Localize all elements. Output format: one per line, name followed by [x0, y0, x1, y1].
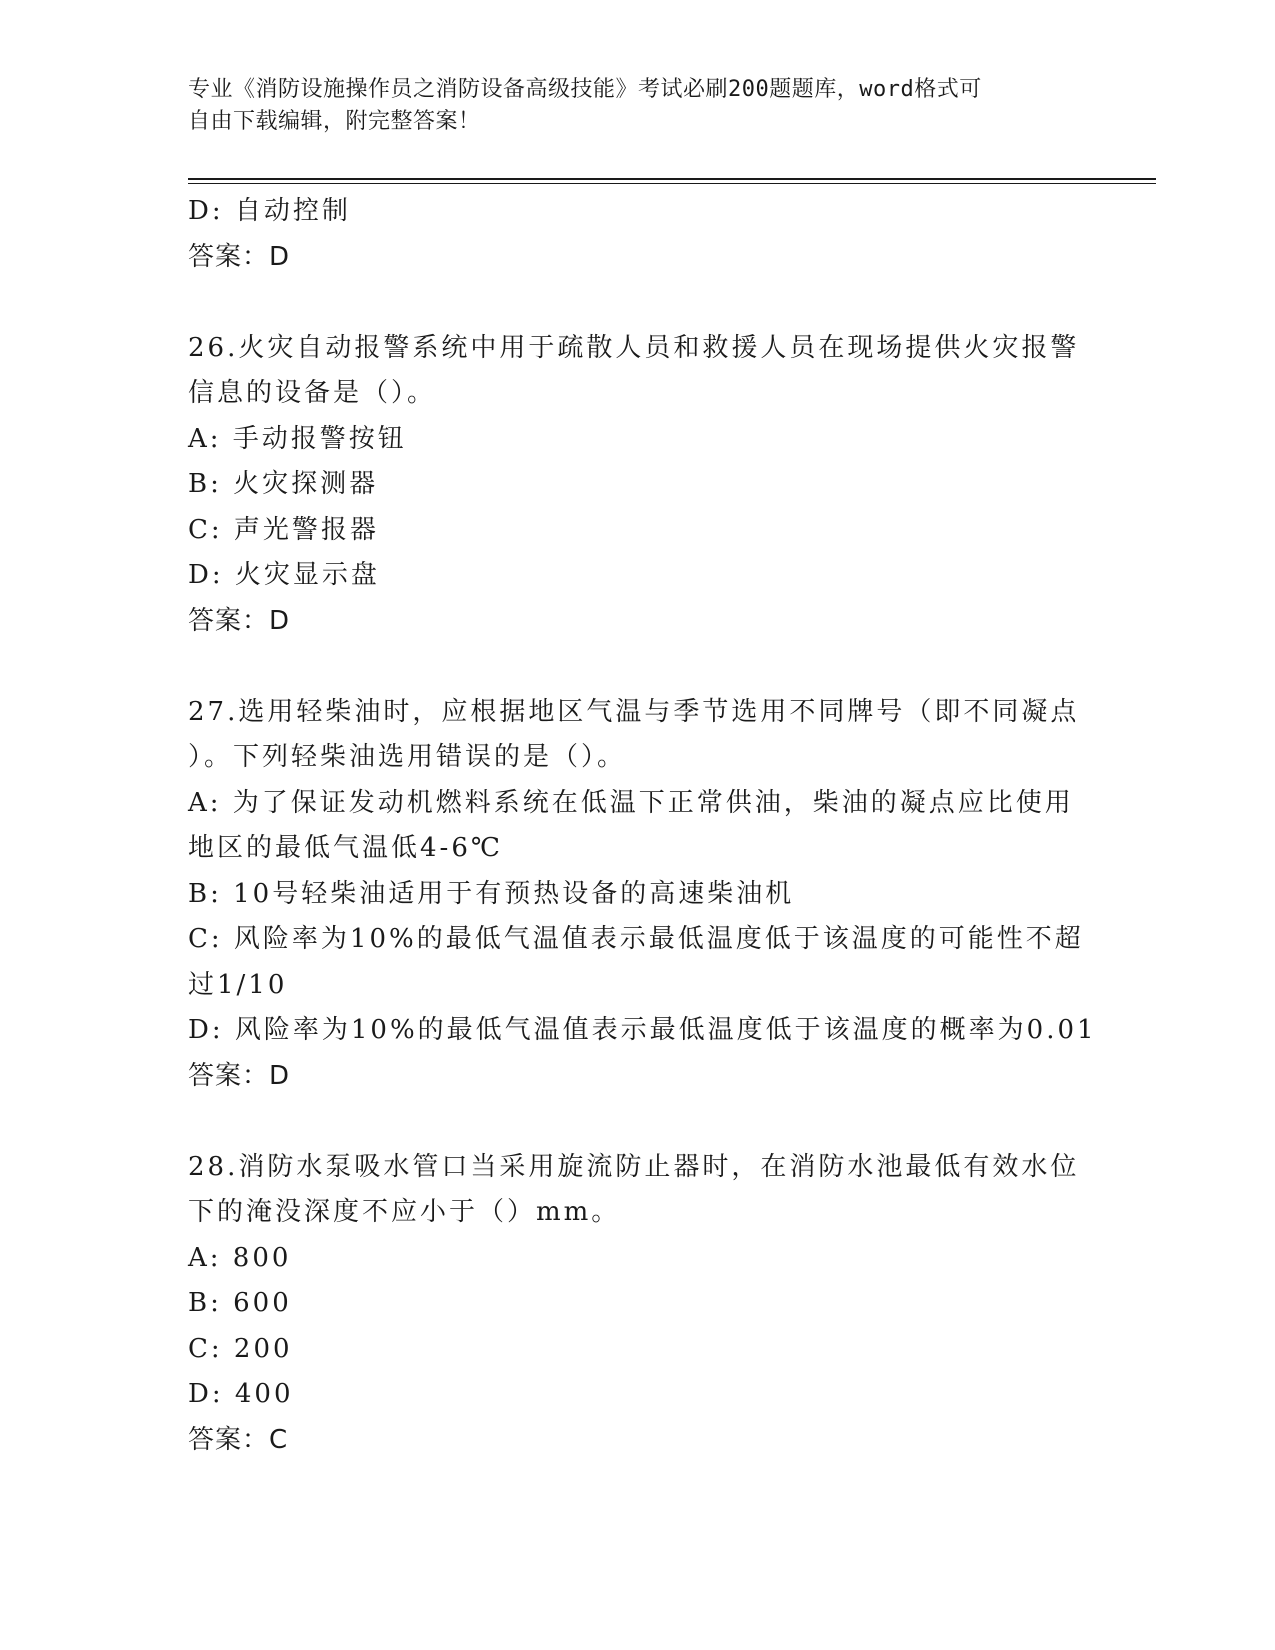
option-d: D: 自动控制	[188, 196, 351, 226]
question-stem: 27.选用轻柴油时，应根据地区气温与季节选用不同牌号（即不同凝点	[188, 696, 1080, 727]
header-divider	[188, 178, 1156, 180]
option-d: D: 风险率为10%的最低气温值表示最低温度低于该温度的概率为0.01	[188, 1015, 1097, 1045]
question-content	[188, 189, 1097, 1463]
option-c: C: 声光警报器	[188, 514, 379, 545]
spacer	[188, 1099, 1088, 1145]
question-stem: 26.火灾自动报警系统中用于疏散人员和救援人员在现场提供火灾报警	[188, 332, 1080, 363]
spacer	[188, 280, 1088, 326]
answer-line: 答案：D	[188, 605, 291, 636]
question-28	[188, 1145, 1088, 1464]
spacer	[188, 644, 1088, 690]
question-stem: 下的淹没深度不应小于（）mm。	[188, 1197, 621, 1227]
header-divider-thin	[188, 183, 1156, 184]
header-line-2: 自由下载编辑，附完整答案！	[188, 109, 481, 134]
document-header	[188, 74, 1068, 138]
option-a: A: 为了保证发动机燃料系统在低温下正常供油，柴油的凝点应比使用	[188, 787, 1074, 818]
option-c-continued: 过1/10	[188, 969, 288, 1000]
option-b: B: 600	[188, 1288, 292, 1318]
answer-line: 答案：D	[188, 1060, 291, 1091]
question-26	[188, 326, 1088, 645]
option-c: C: 200	[188, 1333, 293, 1364]
option-b: B: 10号轻柴油适用于有预热设备的高速柴油机	[188, 878, 795, 909]
question-stem: 28.消防水泵吸水管口当采用旋流防止器时，在消防水池最低有效水位	[188, 1151, 1080, 1182]
option-d: D: 400	[188, 1379, 294, 1409]
header-line-1: 专业《消防设施操作员之消防设备高级技能》考试必刷200题题库，word格式可	[188, 77, 982, 102]
answer-line: 答案：D	[188, 241, 291, 272]
question-stem: ）。下列轻柴油选用错误的是（）。	[188, 742, 627, 772]
question-stem: 信息的设备是（）。	[188, 378, 437, 408]
option-b: B: 火灾探测器	[188, 469, 379, 499]
option-a: A: 手动报警按钮	[188, 423, 407, 454]
answer-line: 答案：C	[188, 1424, 289, 1455]
prev-question-tail	[188, 189, 1088, 280]
option-a-continued: 地区的最低气温低4-6℃	[188, 833, 503, 863]
option-c: C: 风险率为10%的最低气温值表示最低温度低于该温度的可能性不超	[188, 924, 1084, 954]
option-d: D: 火灾显示盘	[188, 560, 380, 590]
option-a: A: 800	[188, 1242, 292, 1273]
question-27	[188, 690, 1097, 1100]
